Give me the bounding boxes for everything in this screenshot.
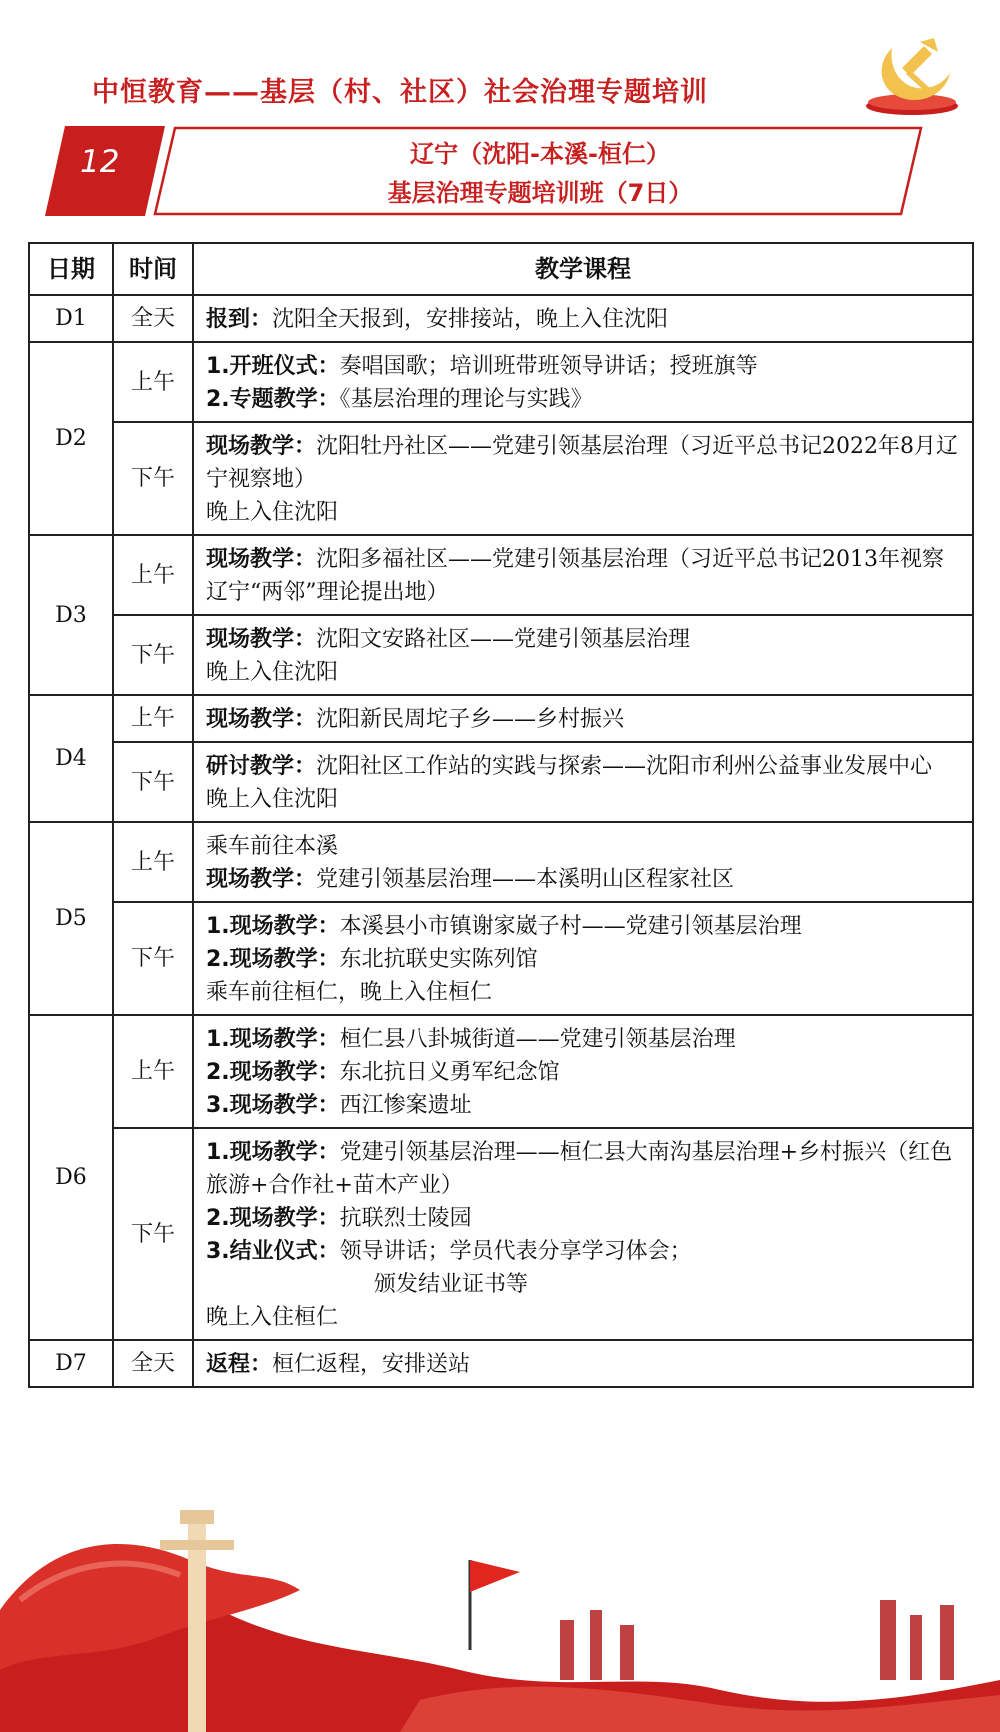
course-text: 东北抗日义勇军纪念馆 — [339, 1060, 560, 1085]
table-row — [29, 1128, 973, 1340]
course-label: 现场教学： — [206, 707, 317, 732]
course-line — [206, 496, 960, 529]
course-cell — [193, 422, 973, 535]
table-row — [29, 342, 973, 422]
day-cell: D4 — [29, 695, 113, 822]
course-text: 奏唱国歌；培训班带班领导讲话；授班旗等 — [339, 354, 758, 379]
course-text: 沈阳全天报到，安排接站，晚上入住沈阳 — [272, 307, 669, 332]
time-cell: 上午 — [113, 695, 193, 742]
course-line — [206, 1235, 960, 1268]
course-label: 3.结业仪式： — [206, 1239, 340, 1264]
course-label: 现场教学： — [206, 547, 317, 572]
time-cell: 全天 — [113, 1340, 193, 1387]
course-text: 晚上入住沈阳 — [206, 500, 339, 525]
course-label: 1.现场教学： — [206, 1027, 340, 1052]
course-line — [206, 1202, 960, 1235]
course-text: 沈阳文安路社区——党建引领基层治理 — [316, 627, 691, 652]
course-cell — [193, 902, 973, 1015]
course-label: 1.开班仪式： — [206, 354, 340, 379]
course-cell — [193, 615, 973, 695]
course-label: 现场教学： — [206, 627, 317, 652]
time-cell: 下午 — [113, 615, 193, 695]
course-line — [206, 543, 960, 609]
course-cell — [193, 1015, 973, 1128]
time-cell: 下午 — [113, 1128, 193, 1340]
course-line — [206, 303, 960, 336]
course-line — [206, 1348, 960, 1381]
course-text: 东北抗联史实陈列馆 — [339, 947, 538, 972]
course-text: 本溪县小市镇谢家崴子村——党建引领基层治理 — [339, 914, 802, 939]
table-row — [29, 822, 973, 902]
course-cell — [193, 822, 973, 902]
time-cell: 下午 — [113, 742, 193, 822]
time-cell: 上午 — [113, 535, 193, 615]
time-cell: 全天 — [113, 295, 193, 342]
course-text: 抗联烈士陵园 — [339, 1206, 472, 1231]
course-text: 乘车前往桓仁，晚上入住桓仁 — [206, 980, 493, 1005]
course-cell — [193, 535, 973, 615]
schedule-table — [28, 242, 974, 1388]
course-line — [206, 830, 960, 863]
course-text: 晚上入住沈阳 — [206, 660, 339, 685]
course-line — [206, 910, 960, 943]
day-cell: D6 — [29, 1015, 113, 1340]
course-label: 3.现场教学： — [206, 1093, 340, 1118]
course-text: 沈阳社区工作站的实践与探索——沈阳市利州公益事业发展中心 — [316, 754, 933, 779]
course-cell — [193, 1340, 973, 1387]
course-text: 颁发结业证书等 — [374, 1272, 529, 1297]
banner-title-line-1: 辽宁（沈阳-本溪-桓仁） — [410, 140, 670, 168]
table-row — [29, 902, 973, 1015]
header-time: 时间 — [113, 243, 193, 295]
table-row — [29, 1015, 973, 1128]
course-text: 晚上入住沈阳 — [206, 787, 339, 812]
header-date: 日期 — [29, 243, 113, 295]
page-header-title: 中恒教育——基层（村、社区）社会治理专题培训 — [92, 77, 708, 108]
course-label: 返程： — [206, 1352, 273, 1377]
course-label: 2.现场教学： — [206, 1060, 340, 1085]
course-line — [206, 1136, 960, 1202]
day-cell: D2 — [29, 342, 113, 535]
course-line — [206, 863, 960, 896]
course-text: 《基层治理的理论与实践》 — [339, 387, 593, 412]
time-cell: 下午 — [113, 422, 193, 535]
course-text: 乘车前往本溪 — [206, 834, 339, 859]
course-line — [206, 1089, 960, 1122]
course-text: 西江惨案遗址 — [339, 1093, 472, 1118]
table-row — [29, 1340, 973, 1387]
course-text: 沈阳新民周坨子乡——乡村振兴 — [316, 707, 625, 732]
course-text: 党建引领基层治理——本溪明山区程家社区 — [316, 867, 735, 892]
course-cell — [193, 342, 973, 422]
course-label: 现场教学： — [206, 867, 317, 892]
day-cell: D1 — [29, 295, 113, 342]
course-cell — [193, 1128, 973, 1340]
course-text: 领导讲话；学员代表分享学习体会； — [339, 1239, 692, 1264]
course-label: 2.专题教学： — [206, 387, 340, 412]
time-cell: 下午 — [113, 902, 193, 1015]
table-header-row — [29, 243, 973, 295]
course-text: 晚上入住桓仁 — [206, 1305, 339, 1330]
schedule-body — [29, 295, 973, 1387]
course-line — [206, 1301, 960, 1334]
course-line — [206, 350, 960, 383]
course-line — [206, 1023, 960, 1056]
course-line — [206, 1056, 960, 1089]
course-line — [206, 783, 960, 816]
course-line — [206, 976, 960, 1009]
course-label: 现场教学： — [206, 434, 317, 459]
course-line — [206, 750, 960, 783]
table-row — [29, 615, 973, 695]
course-text: 沈阳牡丹社区——党建引领基层治理（习近平总书记2022年8月辽宁视察地） — [206, 434, 959, 492]
section-number: 12 — [80, 144, 120, 180]
table-row — [29, 422, 973, 535]
course-cell — [193, 295, 973, 342]
course-line — [206, 383, 960, 416]
course-label: 2.现场教学： — [206, 947, 340, 972]
table-row — [29, 742, 973, 822]
time-cell: 上午 — [113, 1015, 193, 1128]
time-cell: 上午 — [113, 822, 193, 902]
banner-title-line-2: 基层治理专题培训班（7日） — [387, 179, 693, 207]
table-row — [29, 535, 973, 615]
course-line — [206, 1268, 960, 1301]
day-cell: D7 — [29, 1340, 113, 1387]
course-line — [206, 656, 960, 689]
course-label: 报到： — [206, 307, 273, 332]
course-label: 1.现场教学： — [206, 1140, 340, 1165]
course-line — [206, 703, 960, 736]
course-cell — [193, 742, 973, 822]
party-emblem-icon — [862, 28, 962, 118]
time-cell: 上午 — [113, 342, 193, 422]
course-line — [206, 623, 960, 656]
course-text: 桓仁返程，安排送站 — [272, 1352, 471, 1377]
course-cell — [193, 695, 973, 742]
day-cell: D3 — [29, 535, 113, 695]
table-row — [29, 295, 973, 342]
course-label: 2.现场教学： — [206, 1206, 340, 1231]
course-line — [206, 430, 960, 496]
red-flag-ribbon-illustration — [0, 1500, 1000, 1732]
table-row — [29, 695, 973, 742]
course-label: 1.现场教学： — [206, 914, 340, 939]
header-course: 教学课程 — [193, 243, 973, 295]
course-text: 桓仁县八卦城街道——党建引领基层治理 — [339, 1027, 736, 1052]
course-label: 研讨教学： — [206, 754, 317, 779]
day-cell: D5 — [29, 822, 113, 1015]
course-line — [206, 943, 960, 976]
course-text: 沈阳多福社区——党建引领基层治理（习近平总书记2013年视察辽宁“两邻”理论提出地） — [206, 547, 945, 605]
course-text: 党建引领基层治理——桓仁县大南沟基层治理+乡村振兴（红色旅游+合作社+苗木产业） — [206, 1140, 953, 1198]
